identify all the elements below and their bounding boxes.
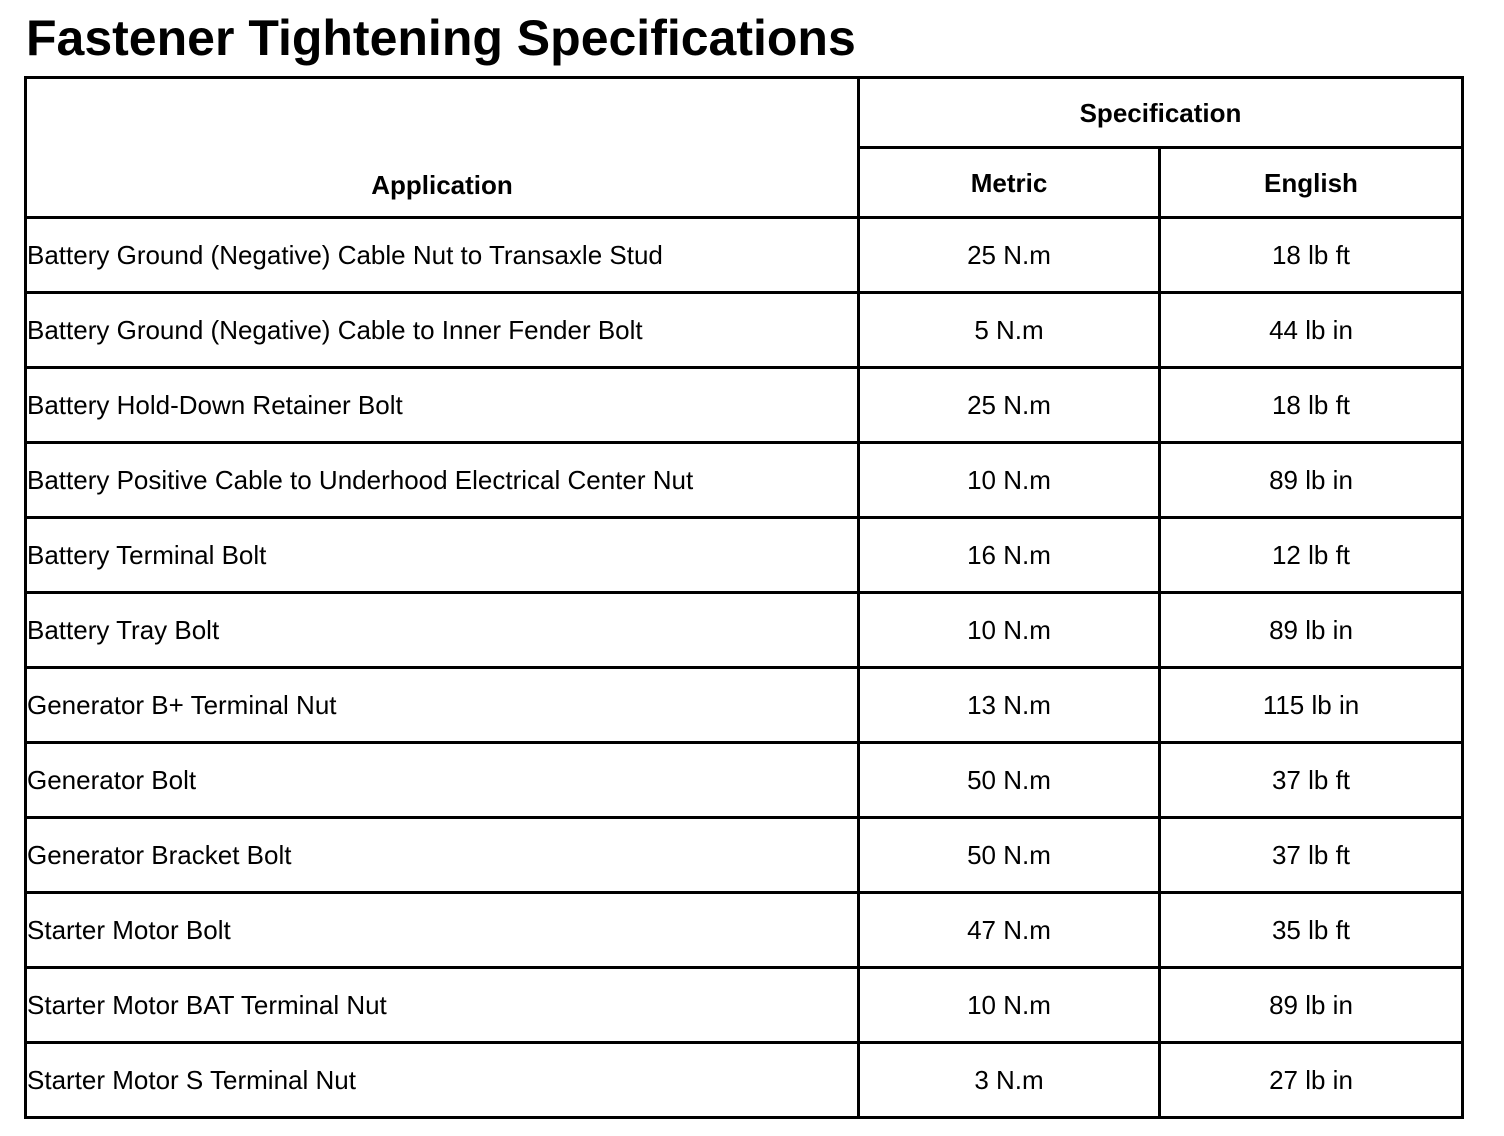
header-english: English — [1160, 148, 1463, 218]
table-row — [26, 968, 1463, 1043]
header-application: Application — [26, 78, 859, 218]
cell-application: Battery Ground (Negative) Cable Nut to Transaxle Stud — [26, 218, 859, 293]
cell-metric: 13 N.m — [859, 668, 1160, 743]
cell-metric: 25 N.m — [859, 368, 1160, 443]
table-row — [26, 218, 1463, 293]
cell-metric: 50 N.m — [859, 743, 1160, 818]
cell-metric: 16 N.m — [859, 518, 1160, 593]
cell-english: 37 lb ft — [1160, 818, 1463, 893]
cell-metric: 10 N.m — [859, 593, 1160, 668]
cell-application: Battery Positive Cable to Underhood Electrical Center Nut — [26, 443, 859, 518]
cell-english: 89 lb in — [1160, 968, 1463, 1043]
cell-application: Generator B+ Terminal Nut — [26, 668, 859, 743]
cell-application: Generator Bracket Bolt — [26, 818, 859, 893]
cell-application: Battery Terminal Bolt — [26, 518, 859, 593]
table-row — [26, 368, 1463, 443]
cell-metric: 10 N.m — [859, 443, 1160, 518]
cell-application: Battery Tray Bolt — [26, 593, 859, 668]
table-body — [26, 218, 1463, 1118]
table-row — [26, 593, 1463, 668]
cell-english: 37 lb ft — [1160, 743, 1463, 818]
cell-metric: 25 N.m — [859, 218, 1160, 293]
page-title: Fastener Tightening Specifications — [26, 10, 856, 66]
cell-metric: 5 N.m — [859, 293, 1160, 368]
cell-english: 89 lb in — [1160, 593, 1463, 668]
cell-application: Starter Motor Bolt — [26, 893, 859, 968]
table-row — [26, 668, 1463, 743]
table-row — [26, 743, 1463, 818]
cell-english: 18 lb ft — [1160, 368, 1463, 443]
cell-metric: 50 N.m — [859, 818, 1160, 893]
table-row — [26, 893, 1463, 968]
table-row — [26, 518, 1463, 593]
cell-english: 12 lb ft — [1160, 518, 1463, 593]
header-metric: Metric — [859, 148, 1160, 218]
fastener-spec-table — [24, 76, 1464, 1119]
table-row — [26, 293, 1463, 368]
table-row — [26, 818, 1463, 893]
header-specification: Specification — [859, 78, 1463, 148]
cell-english: 18 lb ft — [1160, 218, 1463, 293]
cell-application: Battery Ground (Negative) Cable to Inner Fender Bolt — [26, 293, 859, 368]
cell-english: 44 lb in — [1160, 293, 1463, 368]
cell-application: Generator Bolt — [26, 743, 859, 818]
cell-metric: 10 N.m — [859, 968, 1160, 1043]
table-header-row — [26, 78, 1463, 148]
cell-application: Battery Hold-Down Retainer Bolt — [26, 368, 859, 443]
cell-english: 27 lb in — [1160, 1043, 1463, 1118]
cell-english: 89 lb in — [1160, 443, 1463, 518]
cell-metric: 47 N.m — [859, 893, 1160, 968]
cell-application: Starter Motor BAT Terminal Nut — [26, 968, 859, 1043]
table-row — [26, 1043, 1463, 1118]
cell-application: Starter Motor S Terminal Nut — [26, 1043, 859, 1118]
table-row — [26, 443, 1463, 518]
cell-english: 35 lb ft — [1160, 893, 1463, 968]
cell-english: 115 lb in — [1160, 668, 1463, 743]
cell-metric: 3 N.m — [859, 1043, 1160, 1118]
